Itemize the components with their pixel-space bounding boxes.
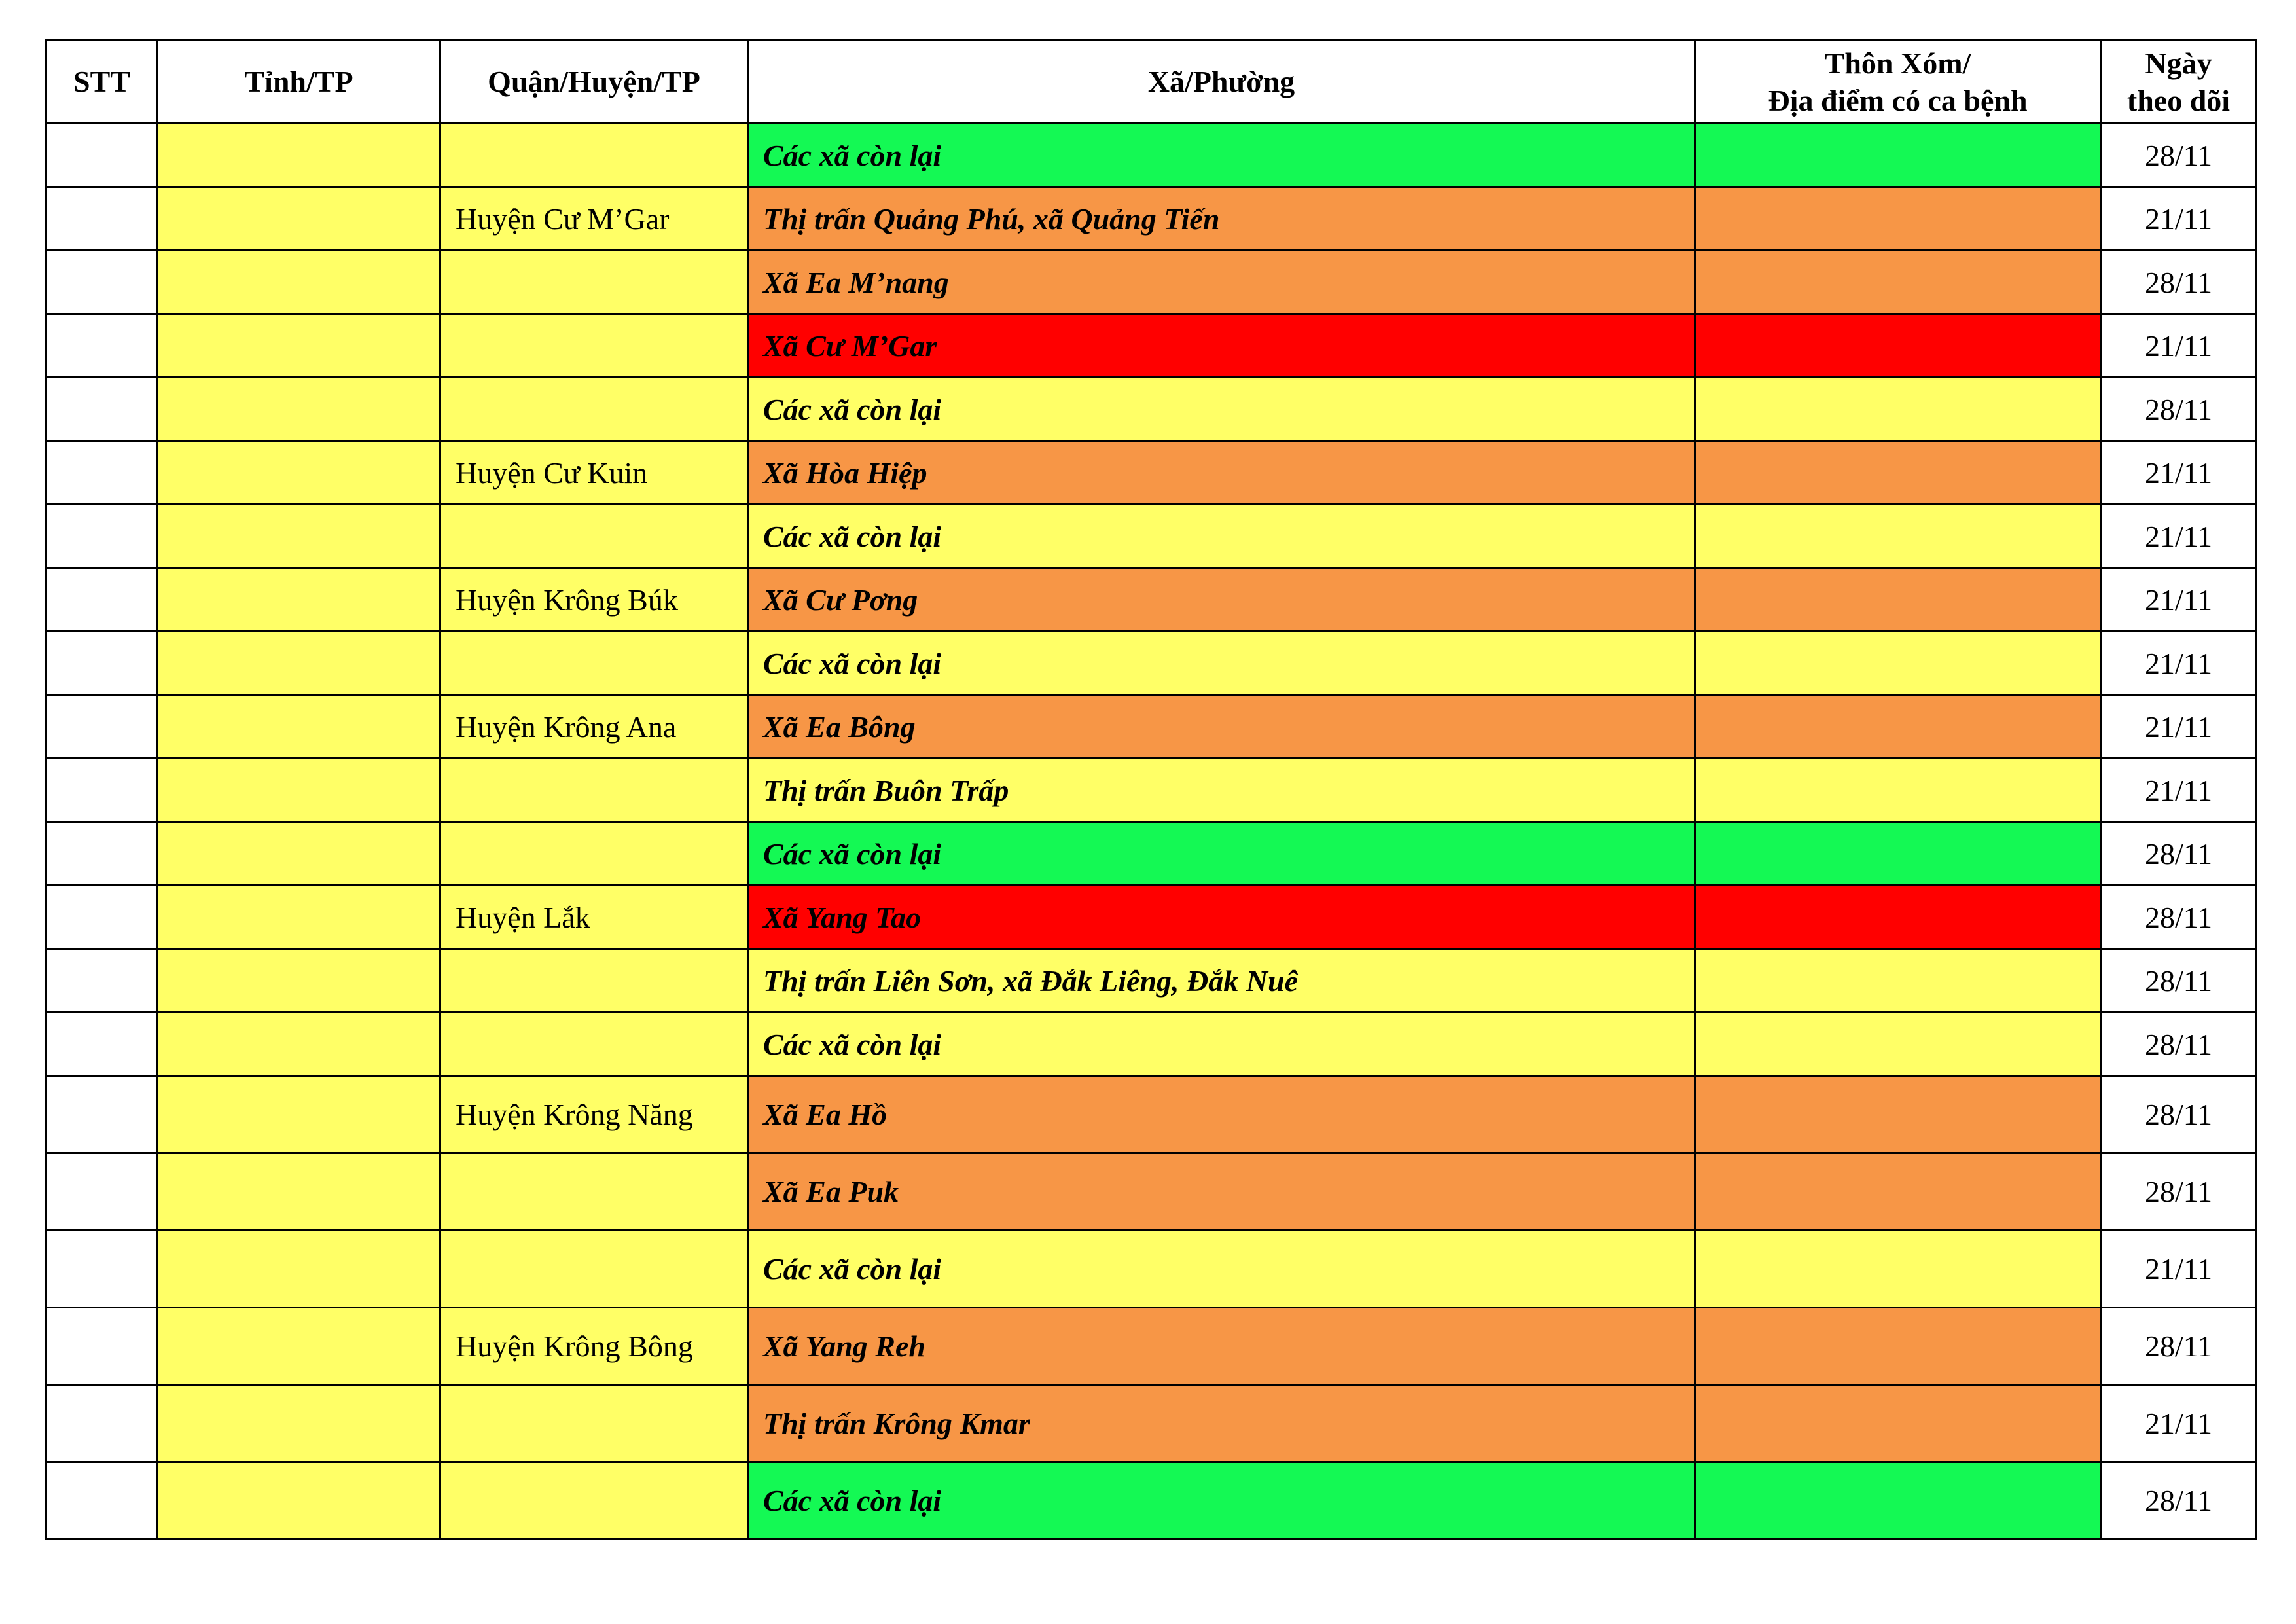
- site-cell: [1695, 378, 2101, 441]
- stt-cell: [46, 505, 158, 568]
- header-site-line2: Địa điểm có ca bệnh: [1768, 84, 2028, 117]
- header-ward: Xã/Phường: [748, 41, 1695, 124]
- ward-cell: Các xã còn lại: [748, 378, 1695, 441]
- stt-cell: [46, 314, 158, 378]
- table-row: [46, 886, 2257, 949]
- province-cell: [158, 187, 440, 251]
- stt-cell: [46, 1231, 158, 1308]
- header-date-line1: Ngày: [2145, 46, 2212, 80]
- district-cell: Huyện Krông Búk: [440, 568, 748, 632]
- district-cell: [440, 314, 748, 378]
- covid-risk-table: [45, 39, 2257, 1540]
- site-cell: [1695, 949, 2101, 1013]
- stt-cell: [46, 568, 158, 632]
- district-cell: [440, 1385, 748, 1462]
- header-site: [1695, 41, 2101, 124]
- table-row: [46, 949, 2257, 1013]
- site-cell: [1695, 314, 2101, 378]
- table-row: [46, 251, 2257, 314]
- district-cell: [440, 632, 748, 695]
- header-date: [2101, 41, 2257, 124]
- province-cell: [158, 441, 440, 505]
- date-cell: 28/11: [2101, 124, 2257, 187]
- stt-cell: [46, 1013, 158, 1076]
- ward-cell: Thị trấn Liên Sơn, xã Đắk Liêng, Đắk Nuê: [748, 949, 1695, 1013]
- stt-cell: [46, 949, 158, 1013]
- province-cell: [158, 505, 440, 568]
- province-cell: [158, 695, 440, 759]
- date-cell: 28/11: [2101, 251, 2257, 314]
- table-row: [46, 1013, 2257, 1076]
- province-cell: [158, 124, 440, 187]
- district-cell: Huyện Krông Năng: [440, 1076, 748, 1153]
- district-cell: [440, 1013, 748, 1076]
- table-row: [46, 632, 2257, 695]
- date-cell: 28/11: [2101, 1013, 2257, 1076]
- site-cell: [1695, 822, 2101, 886]
- site-cell: [1695, 1076, 2101, 1153]
- date-cell: 21/11: [2101, 632, 2257, 695]
- district-cell: [440, 759, 748, 822]
- district-cell: [440, 124, 748, 187]
- ward-cell: Thị trấn Krông Kmar: [748, 1385, 1695, 1462]
- date-cell: 28/11: [2101, 1153, 2257, 1231]
- district-cell: Huyện Cư M’Gar: [440, 187, 748, 251]
- table-row: [46, 1462, 2257, 1540]
- stt-cell: [46, 1308, 158, 1385]
- header-site-line1: Thôn Xóm/: [1824, 46, 1971, 80]
- ward-cell: Xã Yang Reh: [748, 1308, 1695, 1385]
- site-cell: [1695, 759, 2101, 822]
- date-cell: 21/11: [2101, 1385, 2257, 1462]
- date-cell: 21/11: [2101, 695, 2257, 759]
- province-cell: [158, 759, 440, 822]
- district-cell: [440, 1231, 748, 1308]
- district-cell: [440, 1153, 748, 1231]
- table-row: [46, 378, 2257, 441]
- date-cell: 21/11: [2101, 505, 2257, 568]
- date-cell: 28/11: [2101, 1462, 2257, 1540]
- ward-cell: Xã Yang Tao: [748, 886, 1695, 949]
- district-cell: [440, 1462, 748, 1540]
- stt-cell: [46, 124, 158, 187]
- stt-cell: [46, 695, 158, 759]
- district-cell: [440, 949, 748, 1013]
- province-cell: [158, 822, 440, 886]
- stt-cell: [46, 441, 158, 505]
- header-date-line2: theo dõi: [2126, 84, 2231, 117]
- province-cell: [158, 314, 440, 378]
- district-cell: [440, 505, 748, 568]
- date-cell: 28/11: [2101, 1308, 2257, 1385]
- district-cell: Huyện Lắk: [440, 886, 748, 949]
- header-stt: STT: [46, 41, 158, 124]
- stt-cell: [46, 251, 158, 314]
- date-cell: 21/11: [2101, 187, 2257, 251]
- table-row: [46, 314, 2257, 378]
- ward-cell: Xã Ea Puk: [748, 1153, 1695, 1231]
- stt-cell: [46, 822, 158, 886]
- table-row: [46, 1076, 2257, 1153]
- date-cell: 21/11: [2101, 1231, 2257, 1308]
- table-header-row: [46, 41, 2257, 124]
- site-cell: [1695, 886, 2101, 949]
- site-cell: [1695, 1308, 2101, 1385]
- province-cell: [158, 378, 440, 441]
- ward-cell: Các xã còn lại: [748, 1231, 1695, 1308]
- table-row: [46, 759, 2257, 822]
- table-row: [46, 568, 2257, 632]
- stt-cell: [46, 1462, 158, 1540]
- table-row: [46, 1385, 2257, 1462]
- district-cell: Huyện Krông Bông: [440, 1308, 748, 1385]
- ward-cell: Các xã còn lại: [748, 505, 1695, 568]
- site-cell: [1695, 1385, 2101, 1462]
- stt-cell: [46, 187, 158, 251]
- site-cell: [1695, 187, 2101, 251]
- stt-cell: [46, 886, 158, 949]
- province-cell: [158, 1308, 440, 1385]
- district-cell: Huyện Cư Kuin: [440, 441, 748, 505]
- site-cell: [1695, 632, 2101, 695]
- table-body: [46, 124, 2257, 1540]
- ward-cell: Thị trấn Buôn Trấp: [748, 759, 1695, 822]
- stt-cell: [46, 1385, 158, 1462]
- province-cell: [158, 1076, 440, 1153]
- site-cell: [1695, 1231, 2101, 1308]
- date-cell: 28/11: [2101, 378, 2257, 441]
- date-cell: 21/11: [2101, 314, 2257, 378]
- province-cell: [158, 886, 440, 949]
- ward-cell: Xã Cư M’Gar: [748, 314, 1695, 378]
- table-row: [46, 1153, 2257, 1231]
- district-cell: [440, 378, 748, 441]
- date-cell: 21/11: [2101, 568, 2257, 632]
- table-row: [46, 505, 2257, 568]
- stt-cell: [46, 1076, 158, 1153]
- province-cell: [158, 632, 440, 695]
- date-cell: 21/11: [2101, 441, 2257, 505]
- table-row: [46, 1231, 2257, 1308]
- header-province: Tỉnh/TP: [158, 41, 440, 124]
- date-cell: 21/11: [2101, 759, 2257, 822]
- site-cell: [1695, 568, 2101, 632]
- table-row: [46, 124, 2257, 187]
- ward-cell: Xã Cư Pơng: [748, 568, 1695, 632]
- site-cell: [1695, 124, 2101, 187]
- table-row: [46, 1308, 2257, 1385]
- site-cell: [1695, 1013, 2101, 1076]
- district-cell: [440, 822, 748, 886]
- province-cell: [158, 251, 440, 314]
- ward-cell: Xã Ea Bông: [748, 695, 1695, 759]
- table-row: [46, 695, 2257, 759]
- province-cell: [158, 949, 440, 1013]
- stt-cell: [46, 632, 158, 695]
- site-cell: [1695, 1153, 2101, 1231]
- header-district: Quận/Huyện/TP: [440, 41, 748, 124]
- province-cell: [158, 1385, 440, 1462]
- stt-cell: [46, 378, 158, 441]
- province-cell: [158, 568, 440, 632]
- table-row: [46, 187, 2257, 251]
- site-cell: [1695, 441, 2101, 505]
- stt-cell: [46, 1153, 158, 1231]
- table-row: [46, 441, 2257, 505]
- province-cell: [158, 1231, 440, 1308]
- site-cell: [1695, 505, 2101, 568]
- ward-cell: Xã Hòa Hiệp: [748, 441, 1695, 505]
- site-cell: [1695, 695, 2101, 759]
- stt-cell: [46, 759, 158, 822]
- province-cell: [158, 1462, 440, 1540]
- date-cell: 28/11: [2101, 1076, 2257, 1153]
- site-cell: [1695, 1462, 2101, 1540]
- ward-cell: Thị trấn Quảng Phú, xã Quảng Tiến: [748, 187, 1695, 251]
- province-cell: [158, 1153, 440, 1231]
- date-cell: 28/11: [2101, 949, 2257, 1013]
- date-cell: 28/11: [2101, 822, 2257, 886]
- district-cell: Huyện Krông Ana: [440, 695, 748, 759]
- document-page: [45, 39, 2257, 1540]
- province-cell: [158, 1013, 440, 1076]
- table-row: [46, 822, 2257, 886]
- ward-cell: Các xã còn lại: [748, 1013, 1695, 1076]
- site-cell: [1695, 251, 2101, 314]
- ward-cell: Các xã còn lại: [748, 1462, 1695, 1540]
- ward-cell: Xã Ea M’nang: [748, 251, 1695, 314]
- ward-cell: Các xã còn lại: [748, 822, 1695, 886]
- date-cell: 28/11: [2101, 886, 2257, 949]
- district-cell: [440, 251, 748, 314]
- ward-cell: Các xã còn lại: [748, 124, 1695, 187]
- ward-cell: Các xã còn lại: [748, 632, 1695, 695]
- ward-cell: Xã Ea Hồ: [748, 1076, 1695, 1153]
